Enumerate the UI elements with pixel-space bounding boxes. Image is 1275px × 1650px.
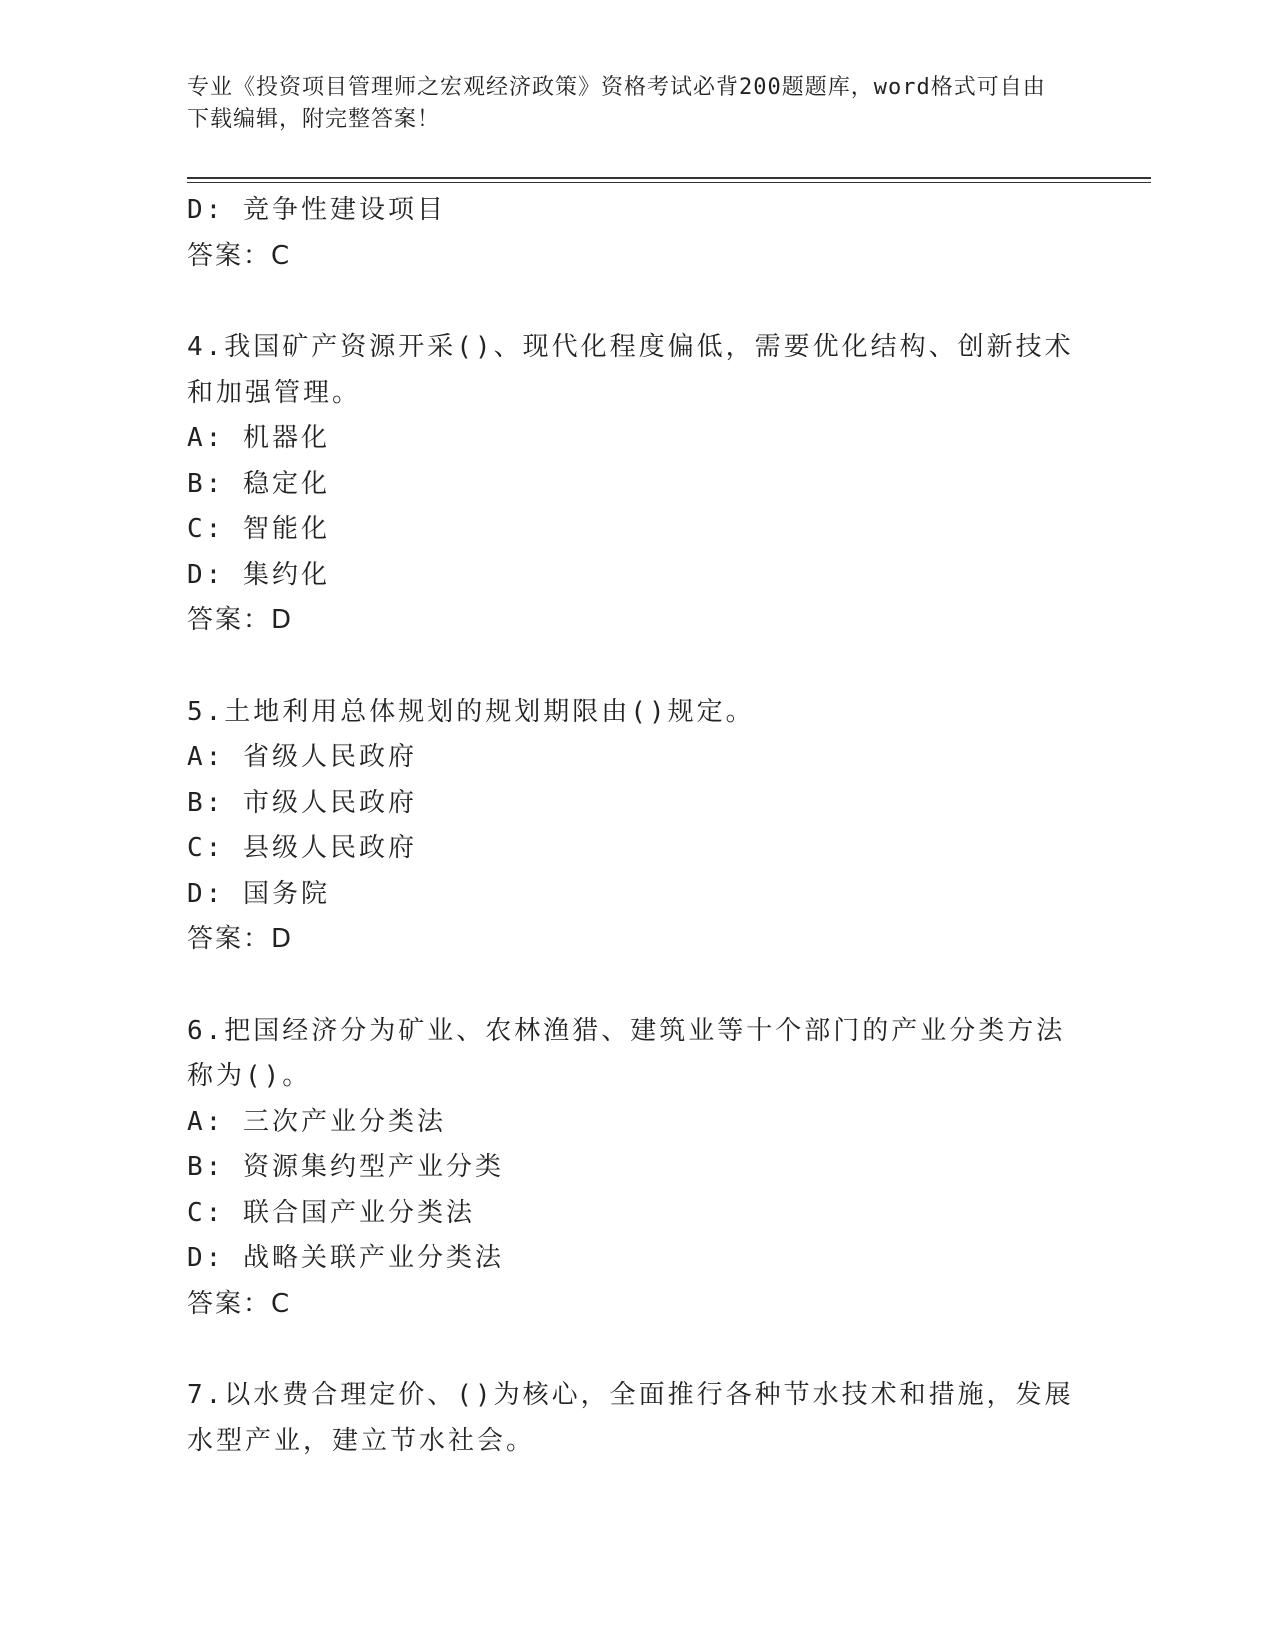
answer: 答案：D (187, 605, 294, 635)
header-divider-thick (187, 177, 1151, 179)
option-a: A: 省级人民政府 (187, 742, 417, 772)
option-d: D: 竞争性建设项目 (187, 195, 446, 225)
spacer (187, 1327, 1067, 1373)
spacer (187, 644, 1067, 690)
option-a: A: 三次产业分类法 (187, 1106, 446, 1137)
question-stem-continued: 和加强管理。 (187, 377, 362, 408)
option-b: B: 资源集约型产业分类 (187, 1152, 504, 1182)
answer: 答案：D (187, 924, 294, 954)
answer: 答案：C (187, 240, 292, 271)
answer: 答案：C (187, 1288, 292, 1319)
option-d: D: 集约化 (187, 559, 330, 590)
spacer (187, 279, 1067, 325)
document-header: 专业《投资项目管理师之宏观经济政策》资格考试必背200题题库，word格式可自由下载编辑，附完整答案！ (187, 75, 1046, 132)
question-stem-continued: 称为()。 (187, 1061, 312, 1091)
option-b: B: 市级人民政府 (187, 787, 417, 818)
option-c: C: 县级人民政府 (187, 833, 417, 863)
option-a: A: 机器化 (187, 423, 330, 453)
question-stem: 4.我国矿产资源开采()、现代化程度偏低，需要优化结构、创新技术 (187, 332, 1074, 362)
option-b: B: 稳定化 (187, 468, 330, 499)
question-stem: 7.以水费合理定价、()为核心，全面推行各种节水技术和措施，发展 (187, 1380, 1074, 1410)
question-stem: 5.土地利用总体规划的规划期限由()规定。 (187, 696, 755, 727)
option-c: C: 智能化 (187, 514, 330, 544)
question-stem-continued: 水型产业，建立节水社会。 (187, 1425, 536, 1456)
option-d: D: 战略关联产业分类法 (187, 1243, 504, 1273)
question-stem: 6.把国经济分为矿业、农林渔猎、建筑业等十个部门的产业分类方法 (187, 1015, 1066, 1046)
option-d: D: 国务院 (187, 878, 330, 909)
option-c: C: 联合国产业分类法 (187, 1197, 475, 1228)
header-divider-thin (187, 182, 1151, 183)
question-list (187, 188, 1074, 1464)
spacer (187, 963, 1067, 1009)
